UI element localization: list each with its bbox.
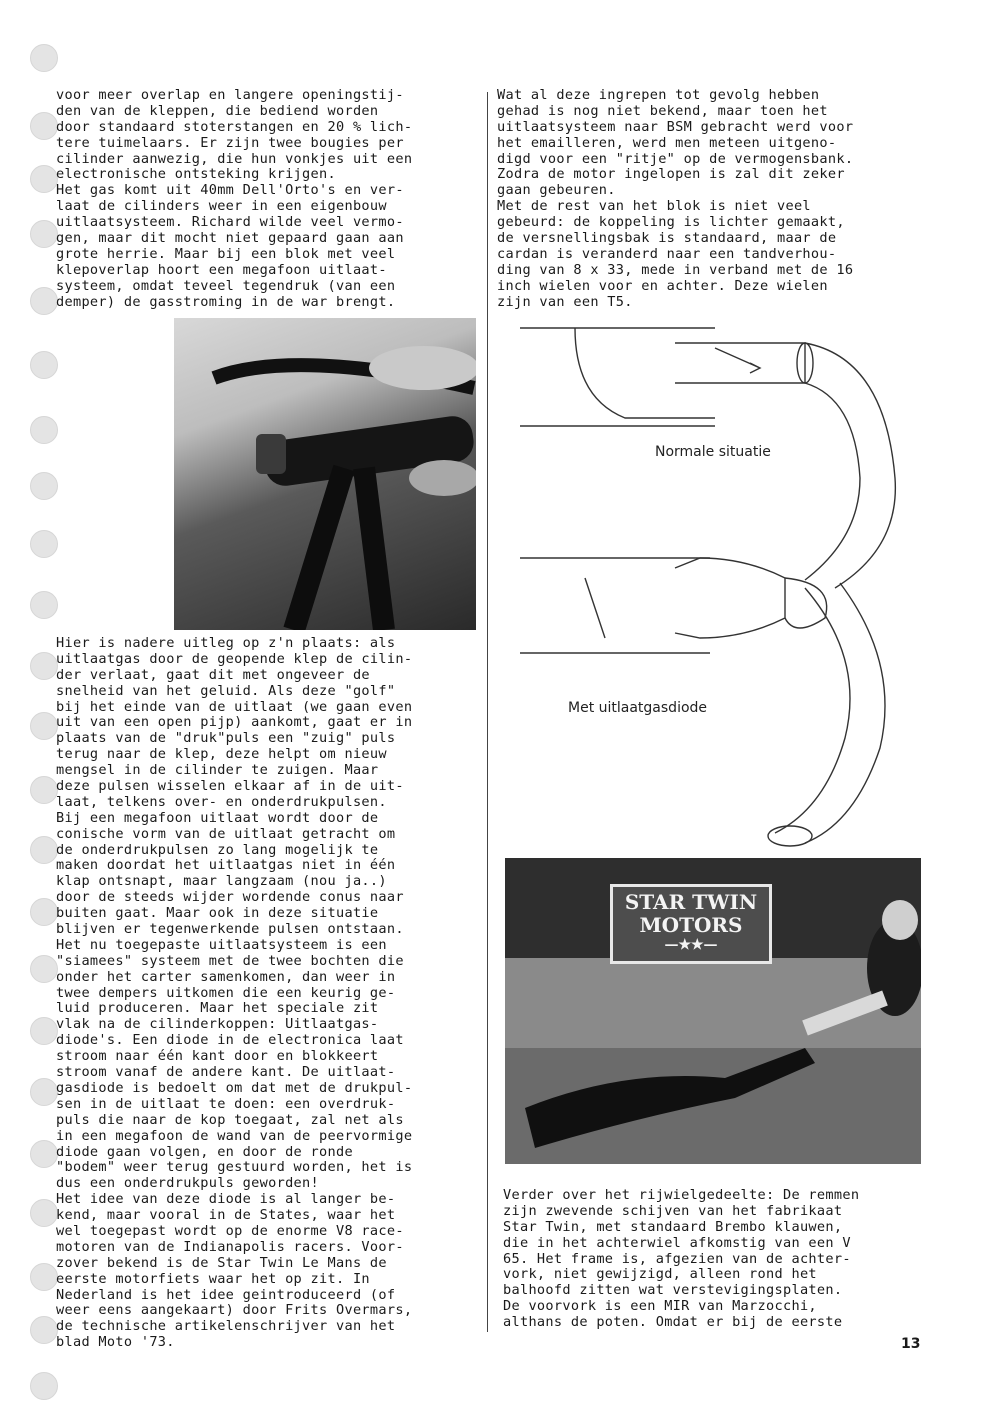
text-line: plaats van de "druk"puls een "zuig" puls <box>56 731 396 747</box>
text-line: voor meer overlap en langere openingstij- <box>56 88 404 103</box>
page-number: 13 <box>901 1336 921 1352</box>
text-line: motoren van de Indianapolis racers. Voor- <box>56 1239 404 1255</box>
binder-hole <box>30 1263 58 1291</box>
text-line: electronische ontsteking krijgen. <box>56 167 336 183</box>
text-line: deze pulsen wisselen elkaar af in de uit- <box>56 779 404 795</box>
text-line: het emailleren, werd men meteen uitgeno- <box>497 135 837 151</box>
binder-hole <box>30 1372 58 1400</box>
text-line: wel toegepast wordt op de enorme V8 race- <box>56 1223 404 1239</box>
text-line: mengsel in de cilinder te zuigen. Maar <box>56 763 379 779</box>
text-line: Star Twin, met standaard Brembo klauwen, <box>503 1219 843 1235</box>
text-line: kend, maar vooral in de States, waar het <box>56 1208 396 1224</box>
binder-hole <box>30 1140 58 1168</box>
binder-hole <box>30 351 58 379</box>
text-line: weer eens aangekaart) door Frits Overmars, <box>56 1303 413 1319</box>
exhaust-diode-diagram <box>505 318 925 848</box>
text-line: cardan is veranderd naar een tandverhou- <box>497 246 837 262</box>
text-line: vlak na de cilinderkoppen: Uitlaatgas- <box>56 1017 379 1033</box>
text-line: gen, maar dit mocht niet gepaard gaan aan <box>56 231 404 247</box>
text-line: Nederland is het idee geintroduceerd (of <box>56 1287 396 1303</box>
text-line: gehad is nog niet bekend, maar toen het <box>497 103 828 119</box>
text-line: zijn van een T5. <box>497 294 633 310</box>
text-line: luid produceren. Maar het speciale zit <box>56 1001 379 1017</box>
text-line: cilinder aanwezig, die hun vonkjes uit een <box>56 151 413 167</box>
binder-hole <box>30 220 58 248</box>
text-line: conische vorm van de uitlaat getracht om <box>56 826 396 842</box>
text-line: "bodem" weer terug gestuurd worden, het is <box>56 1160 413 1176</box>
text-line: uitlaatsysteem naar BSM gebracht werd voor <box>497 119 854 135</box>
text-line: Verder over het rijwielgedeelte: De remmen <box>503 1188 860 1203</box>
text-line: twee dempers uitkomen die een keurig ge- <box>56 985 396 1001</box>
binder-hole <box>30 898 58 926</box>
diagram-label-normal: Normale situatie <box>655 444 771 460</box>
text-line: Bij een megafoon uitlaat wordt door de <box>56 810 379 826</box>
text-line: de onderdrukpulsen zo lang mogelijk te <box>56 842 379 858</box>
text-line: snelheid van het geluid. Als deze "golf" <box>56 683 396 699</box>
exhaust-photo-drawing <box>174 318 476 630</box>
text-line: terug naar de klep, deze helpt om nieuw <box>56 747 387 763</box>
column-divider <box>487 92 488 1332</box>
text-line: laat de cilinders weer in een eigenbouw <box>56 199 387 215</box>
left-column-bottom-text <box>56 636 412 1351</box>
binder-hole <box>30 472 58 500</box>
text-line: bij het einde van de uitlaat (we gaan even <box>56 699 413 715</box>
right-column-bottom-text <box>503 1188 859 1331</box>
left-column-top-text <box>56 88 412 310</box>
right-column-top-text <box>497 88 853 310</box>
binder-hole <box>30 955 58 983</box>
binder-hole <box>30 287 58 315</box>
binder-hole <box>30 416 58 444</box>
text-line: inch wielen voor en achter. Deze wielen <box>497 278 828 294</box>
text-line: Hier is nadere uitleg op z'n plaats: als <box>56 636 396 651</box>
binder-hole <box>30 712 58 740</box>
text-line: uitlaatgas door de geopende klep de cilin- <box>56 651 413 667</box>
text-line: Het gas komt uit 40mm Dell'Orto's en ver- <box>56 183 404 199</box>
sign-line-2: MOTORS <box>639 913 743 937</box>
text-line: ding van 8 x 33, mede in verband met de 16 <box>497 262 854 278</box>
text-line: De voorvork is een MIR van Marzocchi, <box>503 1299 817 1315</box>
binder-hole <box>30 530 58 558</box>
text-line: in een megafoon de wand van de peervormige <box>56 1128 413 1144</box>
text-line: die in het achterwiel afkomstig van een V <box>503 1235 851 1251</box>
text-line: zover bekend is de Star Twin Le Mans de <box>56 1255 387 1271</box>
text-line: Zodra de motor ingelopen is zal dit zeker <box>497 167 845 183</box>
text-line: systeem, omdat teveel tegendruk (van een <box>56 278 396 294</box>
binder-hole <box>30 1017 58 1045</box>
text-line: gebeurd: de koppeling is lichter gemaakt, <box>497 215 845 231</box>
binder-hole <box>30 1199 58 1227</box>
text-line: Wat al deze ingrepen tot gevolg hebben <box>497 88 820 103</box>
binder-hole <box>30 1078 58 1106</box>
text-line: balhoofd zitten wat verstevigingsplaten. <box>503 1283 843 1299</box>
text-line: gasdiode is bedoelt om dat met de drukpul- <box>56 1080 413 1096</box>
text-line: door de steeds wijder wordende conus naar <box>56 890 404 906</box>
binder-hole <box>30 44 58 72</box>
text-line: door standaard stoterstangen en 20 % lich- <box>56 119 413 135</box>
text-line: uitlaatsysteem. Richard wilde veel vermo- <box>56 215 404 231</box>
text-line: grote herrie. Maar bij een blok met veel <box>56 246 396 262</box>
sign-line-3: —★★— <box>664 937 718 953</box>
text-line: puls die naar de kop toegaat, zal net als <box>56 1112 404 1128</box>
text-line: de technische artikelenschrijver van het <box>56 1319 396 1335</box>
star-twin-motors-sign <box>610 884 772 964</box>
binder-hole <box>30 1316 58 1344</box>
text-line: onder het carter samenkomen, dan weer in <box>56 969 396 985</box>
text-line: blad Moto '73. <box>56 1335 175 1351</box>
diagram-label-diode: Met uitlaatgasdiode <box>568 700 708 716</box>
binder-hole <box>30 165 58 193</box>
exhaust-photo <box>174 318 476 630</box>
text-line: maken doordat het uitlaatgas niet in één <box>56 858 396 874</box>
text-line: tere tuimelaars. Er zijn twee bougies per <box>56 135 404 151</box>
text-line: althans de poten. Omdat er bij de eerste <box>503 1315 843 1331</box>
text-line: sen in de uitlaat te doen: een overdruk- <box>56 1096 396 1112</box>
text-line: de versnellingsbak is standaard, maar de <box>497 231 837 247</box>
text-line: den van de kleppen, die bediend worden <box>56 103 379 119</box>
text-line: klepoverlap hoort een megafoon uitlaat- <box>56 262 387 278</box>
text-line: klap ontsnapt, maar langzaam (nou ja..) <box>56 874 387 890</box>
text-line: diode's. Een diode in de electronica laat <box>56 1033 404 1049</box>
binder-hole <box>30 112 58 140</box>
text-line: dus een onderdrukpuls geworden! <box>56 1176 320 1192</box>
text-line: zijn zwevende schijven van het fabrikaat <box>503 1203 843 1219</box>
text-line: diode gaan volgen, en door de ronde <box>56 1144 353 1160</box>
text-line: uit van een open pijp) aankomt, gaat er in <box>56 715 413 731</box>
binder-hole <box>30 591 58 619</box>
text-line: der verlaat, gaat dit met ongeveer de <box>56 667 370 683</box>
binder-hole <box>30 776 58 804</box>
text-line: vork, niet gewijzigd, alleen rond het <box>503 1267 817 1283</box>
text-line: eerste motorfiets waar het op zit. In <box>56 1271 370 1287</box>
text-line: digd voor een "ritje" op de vermogensbank. <box>497 151 854 167</box>
text-line: Het nu toegepaste uitlaatsysteem is een <box>56 937 387 953</box>
text-line: laat, telkens over- en onderdrukpulsen. <box>56 794 387 810</box>
binder-hole <box>30 836 58 864</box>
text-line: demper) de gasstroming in de war brengt. <box>56 294 396 310</box>
text-line: "siamees" systeem met de twee bochten die <box>56 953 404 969</box>
text-line: 65. Het frame is, afgezien van de achter- <box>503 1251 851 1267</box>
text-line: stroom naar één kant door en blokkeert <box>56 1049 379 1065</box>
text-line: Het idee van deze diode is al langer be- <box>56 1192 396 1208</box>
text-line: blijven er tegenwerkende pulsen ontstaan. <box>56 922 404 938</box>
sign-line-1: STAR TWIN <box>624 890 758 914</box>
binder-hole <box>30 652 58 680</box>
text-line: stroom vanaf de andere kant. De uitlaat- <box>56 1065 396 1081</box>
text-line: gaan gebeuren. <box>497 183 616 199</box>
text-line: Met de rest van het blok is niet veel <box>497 199 811 215</box>
text-line: buiten gaat. Maar ook in deze situatie <box>56 906 379 922</box>
